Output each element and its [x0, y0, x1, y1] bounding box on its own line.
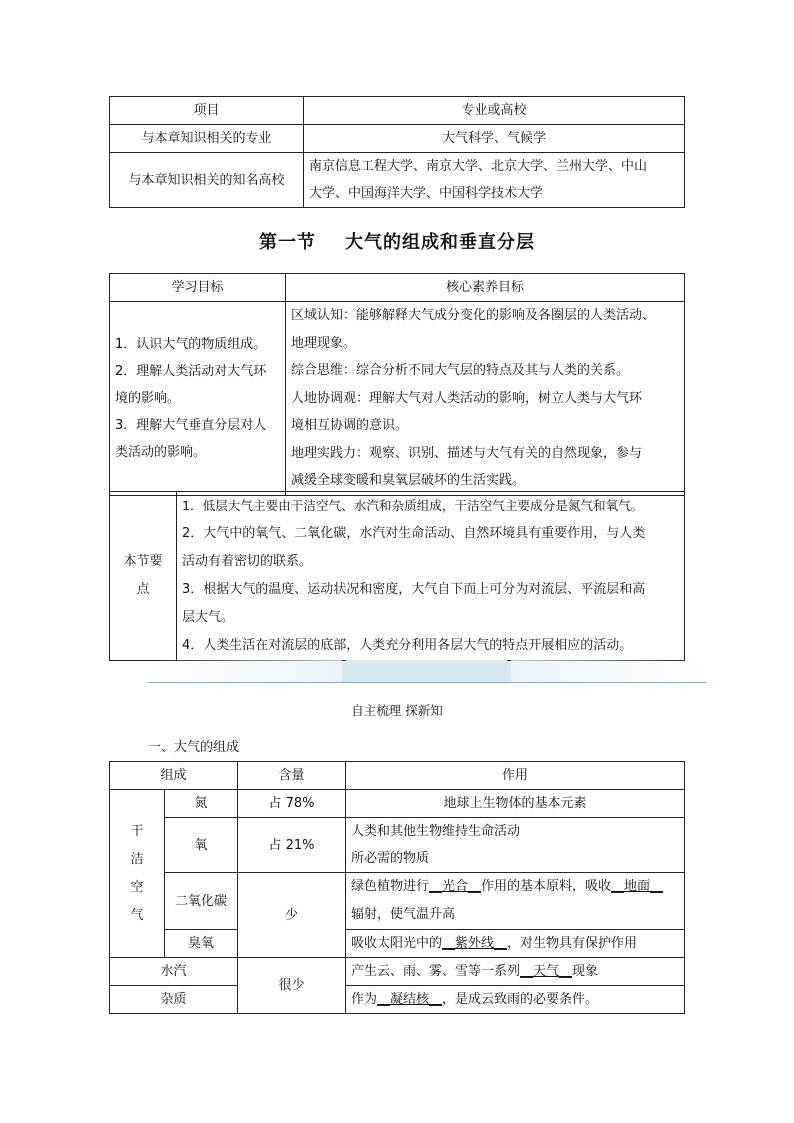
header-core-goal: 核心素养目标: [286, 274, 685, 302]
dry-air-char: 空: [130, 879, 144, 895]
ozone-role-text: 吸收太阳光中的: [351, 936, 443, 951]
key-points-label: [110, 492, 177, 661]
co2-role-text: 作用的基本原料，吸收: [481, 879, 612, 894]
core-line: 人地协调观：理解大气对人类活动的影响，树立人类与大气环: [291, 390, 643, 406]
impurity-label: 杂质: [110, 986, 238, 1014]
dry-air-char: 干: [130, 823, 144, 839]
vapor-impurity-content: 很少: [238, 958, 346, 1014]
vapor-role-text: 现象: [572, 964, 599, 979]
dry-air-char: 气: [130, 907, 144, 923]
header-role: 作用: [346, 762, 685, 790]
row-major-value: 大气科学、气候学: [304, 125, 685, 153]
vapor-answer-blank: __天气__: [520, 964, 573, 979]
oxygen-label: 氧: [165, 818, 238, 873]
point-line: 3．根据大气的温度、运动状况和密度，大气自下而上可分为对流层、平流层和高: [182, 582, 646, 597]
point-line: 层大气。: [182, 610, 235, 625]
goal-line: 1．认识大气的物质组成。: [115, 336, 267, 352]
core-line: 境相互协调的意识。: [291, 418, 409, 433]
core-goals-cell: [286, 302, 685, 496]
related-majors-table: [109, 96, 685, 208]
ozone-label: 臭氧: [165, 930, 238, 958]
core-line: 区域认知：能够解释大气成分变化的影响及各圈层的人类活动、: [291, 308, 656, 323]
vapor-role: [346, 958, 685, 986]
dry-air-label: [110, 790, 165, 958]
row-college-value: [304, 153, 685, 208]
key-points-cell: [177, 492, 685, 661]
sub-heading: 一、大气的组成: [148, 740, 240, 755]
co2-ozone-content: 少: [238, 873, 346, 958]
impurity-role: [346, 986, 685, 1014]
header-item: 项目: [110, 97, 304, 125]
point-line: 4．人类生活在对流层的底部，人类充分利用各层大气的特点开展相应的活动。: [182, 638, 633, 653]
goal-line: 境的影响。: [115, 390, 181, 406]
dry-air-char: 洁: [130, 851, 144, 867]
core-line: 综合思维：综合分析不同大气层的特点及其与人类的关系。: [291, 363, 630, 378]
nitrogen-role: 地球上生物体的基本元素: [346, 790, 685, 818]
impurity-role-text: 作为: [351, 992, 378, 1007]
co2-label: 二氧化碳: [165, 873, 238, 930]
row-college-label: 与本章知识相关的知名高校: [110, 153, 304, 208]
vapor-role-text: 产生云、雨、雾、雪等一系列: [351, 964, 521, 979]
impurity-answer-blank: __凝结核__: [377, 992, 443, 1007]
row-major-label: 与本章知识相关的专业: [110, 125, 304, 153]
core-line: 减缓全球变暖和臭氧层破坏的生活实践。: [291, 473, 526, 488]
co2-role-text: 辐射，使气温升高: [351, 907, 456, 922]
section-label: 自主梳理 探新知: [351, 703, 443, 718]
objectives-table: [109, 273, 685, 496]
co2-answer-blank: __地面__: [611, 879, 664, 894]
vapor-label: 水汽: [110, 958, 238, 986]
oxygen-role-line-2: 所必需的物质: [346, 845, 685, 873]
goal-line: 3．理解大气垂直分层对人: [115, 417, 267, 433]
label-line: 本节要: [123, 554, 163, 569]
goal-line: 2．理解人类活动对大气环: [115, 363, 267, 379]
section-banner-tab: [342, 660, 511, 682]
impurity-role-text: ，是成云致雨的必要条件。: [442, 992, 599, 1007]
ozone-role: [346, 930, 685, 958]
label-line: 点: [136, 582, 150, 597]
ozone-role-text: ，对生物具有保护作用: [507, 936, 638, 951]
atmosphere-composition-table: [109, 761, 685, 1014]
header-major: 专业或高校: [304, 97, 685, 125]
co2-role: [346, 873, 685, 930]
nitrogen-label: 氮: [165, 790, 238, 818]
section-divider: [148, 682, 706, 683]
co2-role-text: 绿色植物进行: [351, 879, 430, 894]
header-content: 含量: [238, 762, 346, 790]
ozone-answer-blank: __紫外线__: [442, 936, 508, 951]
co2-answer-blank: __光合__: [429, 879, 482, 894]
college-line-2: 大学、中国海洋大学、中国科学技术大学: [309, 186, 544, 201]
learning-goals-cell: [110, 302, 286, 496]
core-line: 地理实践力：观察、识别、描述与大气有关的自然现象，参与: [291, 445, 643, 461]
point-line: 活动有着密切的联系。: [182, 554, 313, 569]
key-points-table: [109, 491, 685, 661]
section-title: 第一节 大气的组成和垂直分层: [258, 232, 536, 253]
header-learning-goal: 学习目标: [110, 274, 286, 302]
point-line: 1．低层大气主要由干洁空气、水汽和杂质组成，干洁空气主要成分是氮气和氧气。: [182, 498, 644, 513]
oxygen-role-line-1: 人类和其他生物维持生命活动: [346, 818, 685, 846]
header-composition: 组成: [110, 762, 238, 790]
banner-fade-left: [148, 660, 342, 682]
nitrogen-content: 占 78%: [238, 790, 346, 818]
point-line: 2．大气中的氧气、二氧化碳，水汽对生命活动、自然环境具有重要作用，与人类: [182, 526, 646, 541]
goal-line: 类活动的影响。: [115, 444, 207, 460]
oxygen-content: 占 21%: [238, 818, 346, 873]
college-line-1: 南京信息工程大学、南京大学、北京大学、兰州大学、中山: [309, 159, 648, 174]
banner-fade-right: [511, 660, 706, 682]
core-line: 地理现象。: [291, 335, 357, 351]
